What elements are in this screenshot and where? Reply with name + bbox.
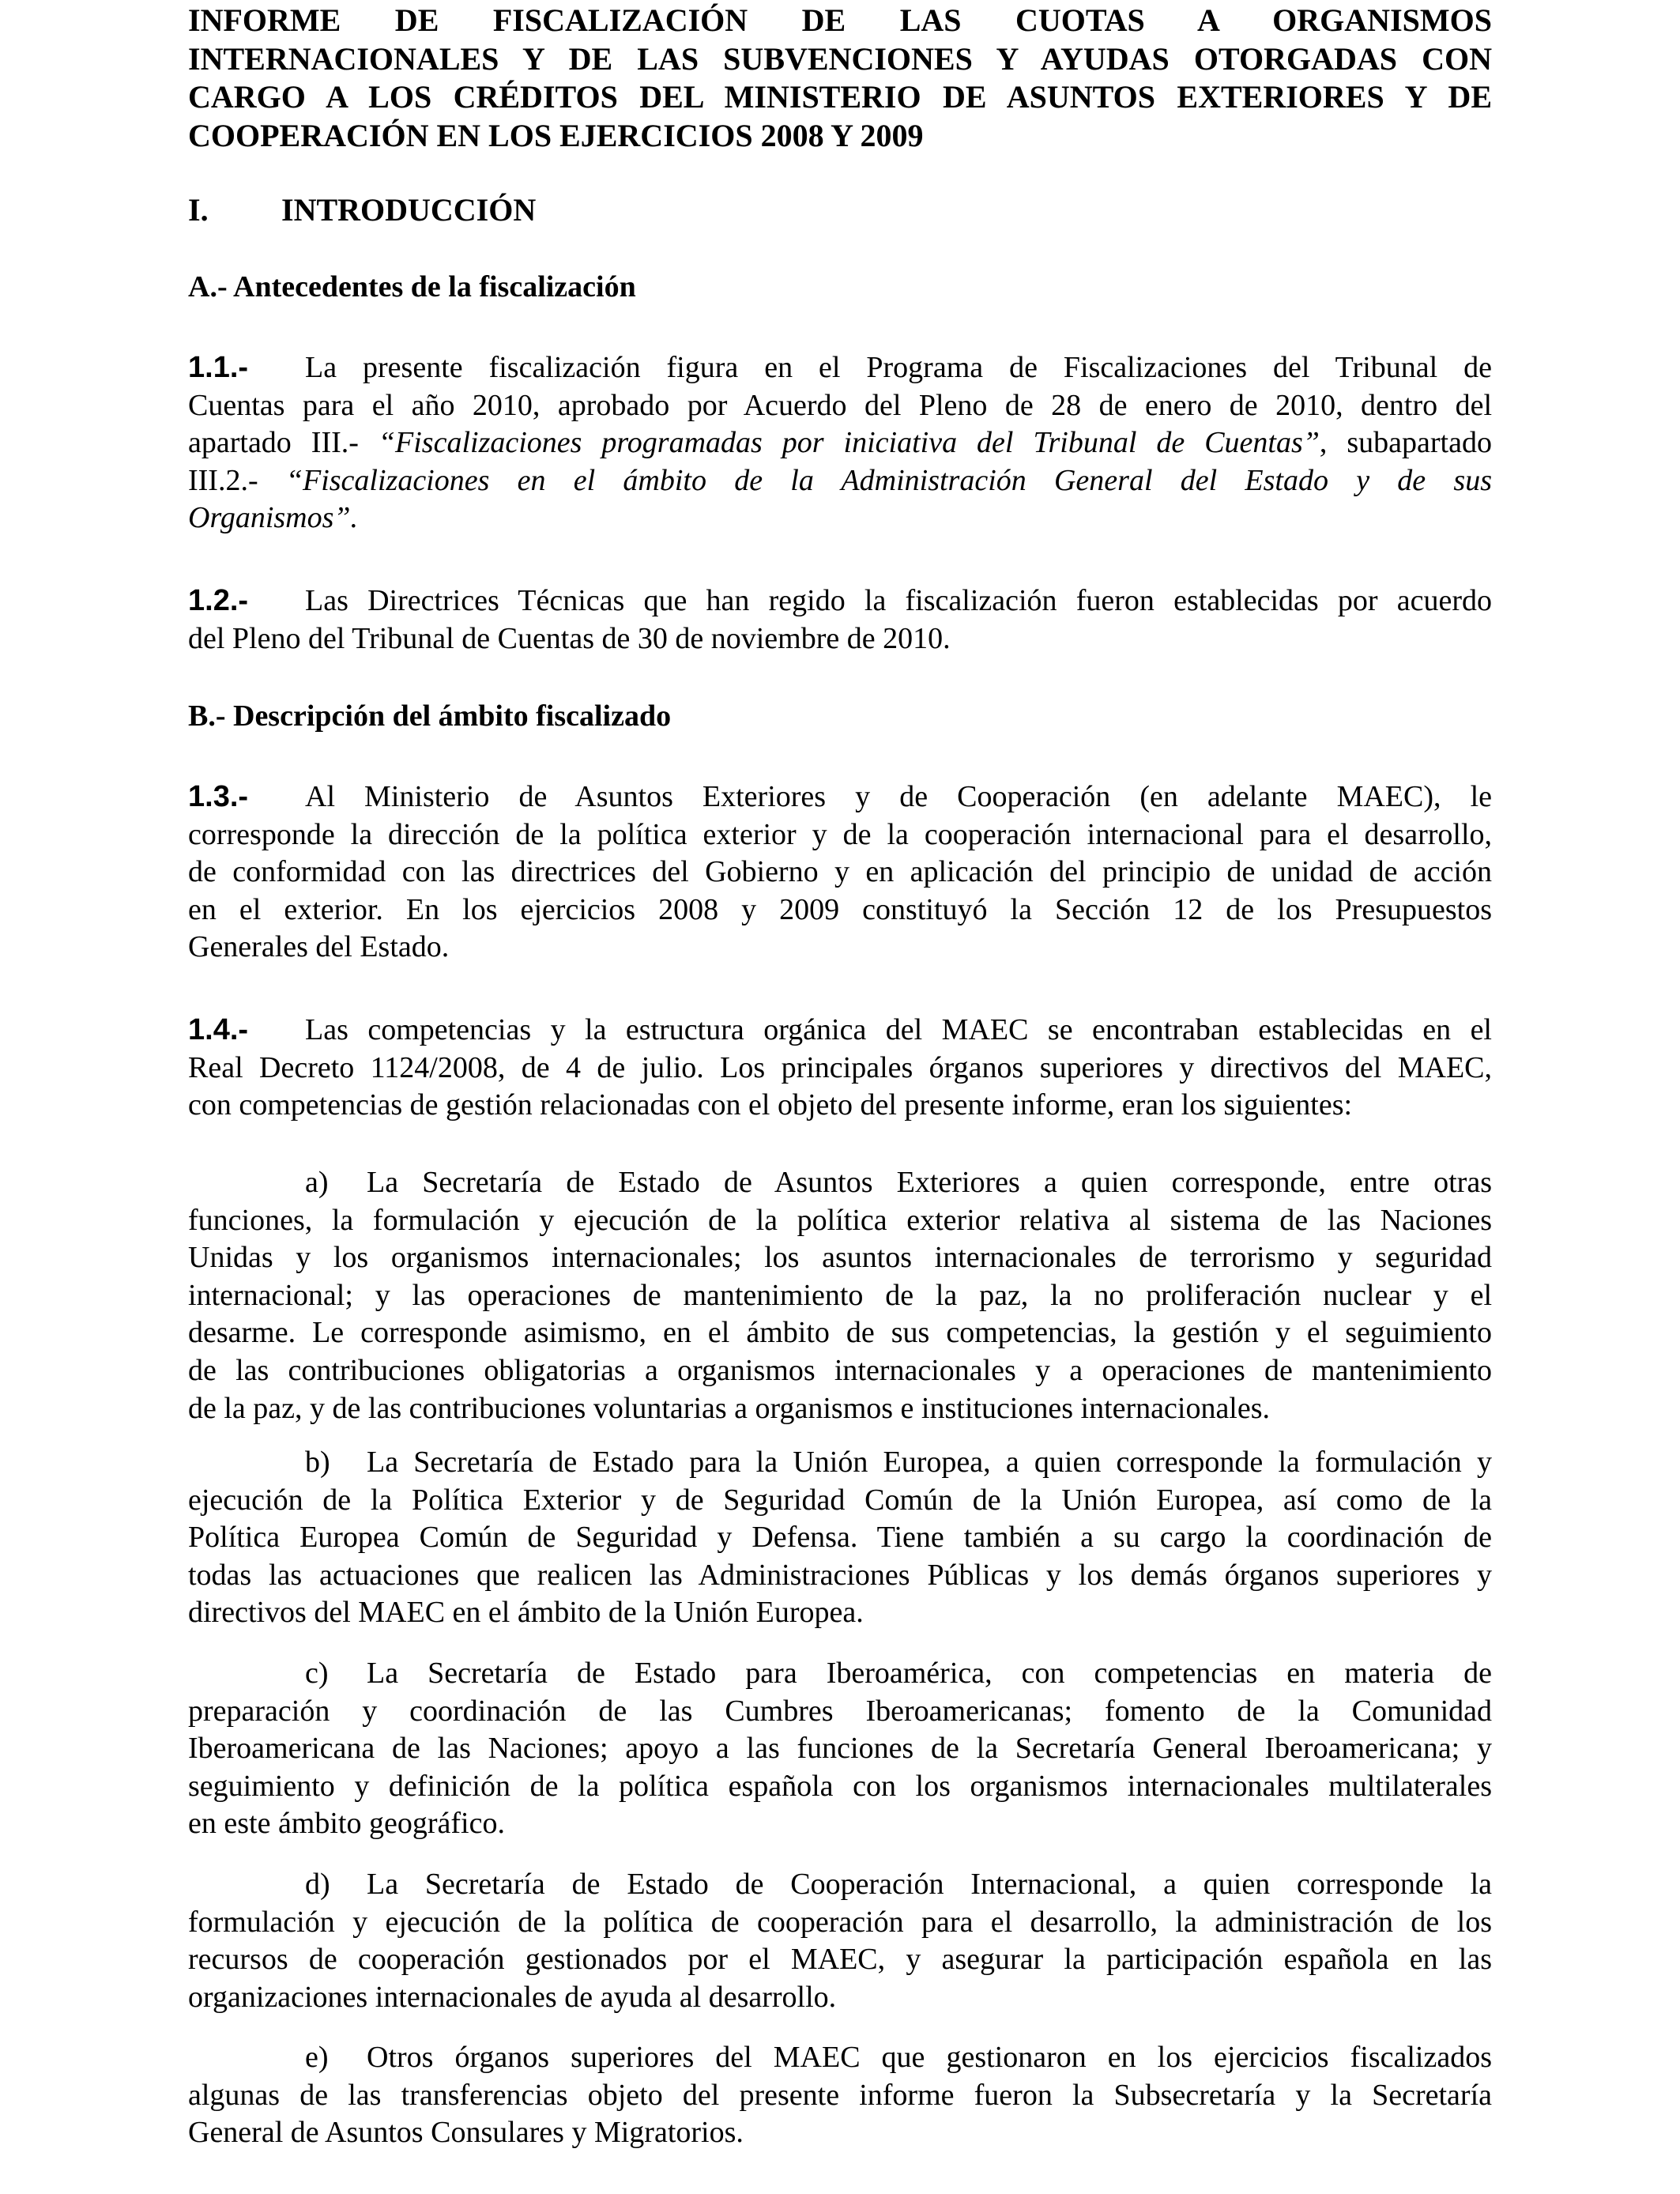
list-item-a: a) La Secretaría de Estado de Asuntos Exteriores a quien corresponde, entre otras funciones, la formulación y ejecución de la política exterior relativa al sistema de las Naciones Unidas y los organismos internacionales; los asuntos internacionales de terrorismo y seguridad internacional; y las operaciones de mantenimiento de la paz, la no proliferación nuclear y el desarme. Le corresponde asimismo, en el ámbito de sus competencias, la gestión y el seguimiento de las contribuciones obligatorias a organismos internacionales y a operaciones de mantenimiento de la paz, y de las contribuciones voluntarias a organismos e instituciones internacionales.: [188, 1166, 1492, 1425]
report-title: [188, 2, 1492, 155]
paragraph-number: 1.4.-: [188, 1013, 249, 1046]
section-heading-introduccion: [188, 191, 536, 229]
title-line: CARGO A LOS CRÉDITOS DEL MINISTERIO DE ASUNTOS EXTERIORES Y DE: [188, 79, 1492, 115]
section-number: I.: [188, 192, 209, 228]
list-item-e: e) Otros órganos superiores del MAEC que gestionaron en los ejercicios fiscalizados algunas de las transferencias objeto del presente informe fueron la Subsecretaría y la Secretaría General de Asuntos Consulares y Migratorios.: [188, 2041, 1492, 2150]
subsection-heading-descripcion: B.- Descripción del ámbito fiscalizado: [188, 699, 672, 733]
list-letter: d): [305, 1868, 330, 1901]
list-letter: c): [305, 1657, 329, 1690]
paragraph-number: 1.2.-: [188, 584, 249, 617]
paragraph-1-4: 1.4.- Las competencias y la estructura orgánica del MAEC se encontraban establecidas en el Real Decreto 1124/2008, de 4 de julio. Los principales órganos superiores y directivos del MAEC, con competencias de gestión relacionadas con el objeto del presente informe, eran los siguientes:: [188, 1013, 1492, 1122]
list-item-d: d) La Secretaría de Estado de Cooperación Internacional, a quien corresponde la formulación y ejecución de la política de cooperación para el desarrollo, la administración de los recursos de cooperación gestionados por el MAEC, y asegurar la participación española en las organizaciones internacionales de ayuda al desarrollo.: [188, 1868, 1492, 2014]
list-item-c: c) La Secretaría de Estado para Iberoamérica, con competencias en materia de preparación y coordinación de las Cumbres Iberoamericanas; fomento de la Comunidad Iberoamericana de las Naciones; apoyo a las funciones de la Secretaría General Iberoamericana; y seguimiento y definición de la política española con los organismos internacionales multilaterales en este ámbito geográfico.: [188, 1657, 1492, 1841]
paragraph-number: 1.1.-: [188, 351, 249, 384]
paragraph-1-2: 1.2.- Las Directrices Técnicas que han regido la fiscalización fueron establecidas por acuerdo del Pleno del Tribunal de Cuentas de 30 de noviembre de 2010.: [188, 584, 1492, 655]
section-title: INTRODUCCIÓN: [281, 192, 537, 228]
subsection-heading-antecedentes: A.- Antecedentes de la fiscalización: [188, 270, 636, 303]
list-item-b: b) La Secretaría de Estado para la Unión Europea, a quien corresponde la formulación y ejecución de la Política Exterior y de Seguridad Común de la Unión Europea, así como de la Política Europea Común de Seguridad y Defensa. Tiene también a su cargo la coordinación de todas las actuaciones que realicen las Administraciones Públicas y los demás órganos superiores y directivos del MAEC en el ámbito de la Unión Europea.: [188, 1446, 1492, 1630]
list-letter: b): [305, 1446, 330, 1479]
list-letter: e): [305, 2041, 329, 2074]
title-line: INFORME DE FISCALIZACIÓN DE LAS CUOTAS A ORGANISMOS: [188, 2, 1492, 38]
title-line: INTERNACIONALES Y DE LAS SUBVENCIONES Y AYUDAS OTORGADAS CON: [188, 40, 1492, 77]
list-letter: a): [305, 1166, 329, 1199]
paragraph-number: 1.3.-: [188, 780, 249, 813]
paragraph-1-3: 1.3.- Al Ministerio de Asuntos Exteriores y de Cooperación (en adelante MAEC), le corresponde la dirección de la política exterior y de la cooperación internacional para el desarrollo, de conformidad con las directrices del Gobierno y en aplicación del principio de unidad de acción en el exterior. En los ejercicios 2008 y 2009 constituyó la Sección 12 de los Presupuestos Generales del Estado.: [188, 780, 1492, 964]
paragraph-1-1: 1.1.- La presente fiscalización figura en el Programa de Fiscalizaciones del Tribunal de Cuentas para el año 2010, aprobado por Acuerdo del Pleno de 28 de enero de 2010, dentro del apartado III.- “Fiscalizaciones programadas por iniciativa del Tribunal de Cuentas”, subapartado III.2.- “Fiscalizaciones en el ámbito de la Administración General del Estado y de sus Organismos”.: [188, 351, 1492, 535]
title-line: COOPERACIÓN EN LOS EJERCICIOS 2008 Y 2009: [188, 117, 924, 153]
